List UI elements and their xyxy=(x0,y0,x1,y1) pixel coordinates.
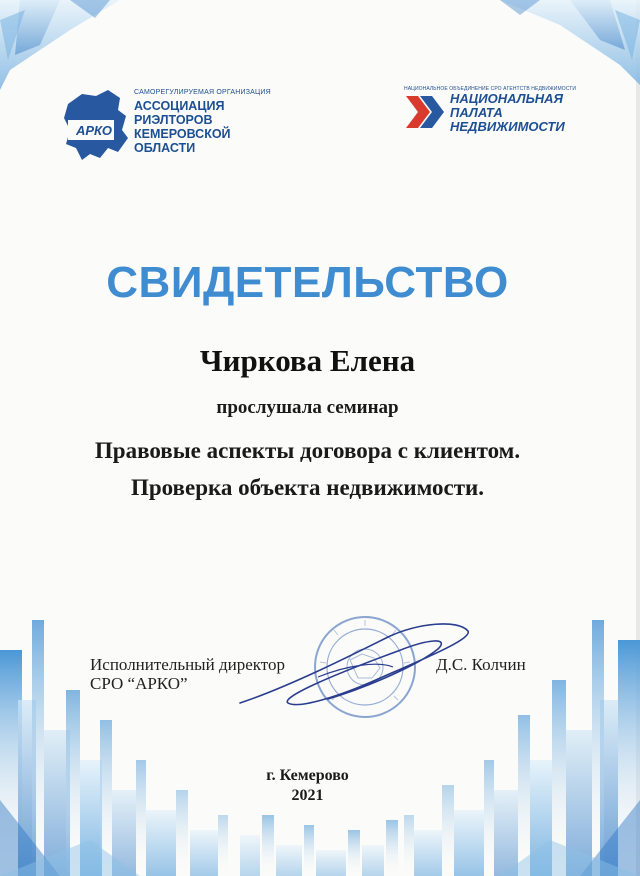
issue-city: г. Кемерово xyxy=(266,767,349,784)
signatory-name: Д.С. Колчин xyxy=(436,655,526,674)
npn-caption: НАЦИОНАЛЬНОЕ ОБЪЕДИНЕНИЕ СРО АГЕНТСТВ НЕДВИЖИМОСТИ xyxy=(404,86,577,92)
arko-name: АССОЦИАЦИЯ РИЭЛТОРОВ КЕМЕРОВСКОЙ ОБЛАСТИ xyxy=(134,99,231,155)
seminar-topic: Правовые аспекты договора с клиентом. Проверка объекта недвижимости. xyxy=(94,438,521,500)
arko-abbr: АРКО xyxy=(76,123,112,138)
arko-caption: САМОРЕГУЛИРУЕМАЯ ОРГАНИЗАЦИЯ xyxy=(134,89,271,96)
npn-name: НАЦИОНАЛЬНАЯ ПАЛАТА НЕДВИЖИМОСТИ xyxy=(450,91,565,134)
issue-year: 2021 xyxy=(291,787,324,804)
npn-logo xyxy=(404,86,594,136)
chevron-arrows-icon xyxy=(404,94,448,130)
arko-logo xyxy=(62,86,271,166)
action-text: прослушала семинар xyxy=(216,397,399,418)
recipient-name: Чиркова Елена xyxy=(199,343,416,378)
certificate-title: СВИДЕТЕЛЬСТВО xyxy=(106,258,509,307)
signatory-position: Исполнительный директор СРО “АРКО” xyxy=(90,655,285,693)
issue-place-date xyxy=(0,766,615,806)
